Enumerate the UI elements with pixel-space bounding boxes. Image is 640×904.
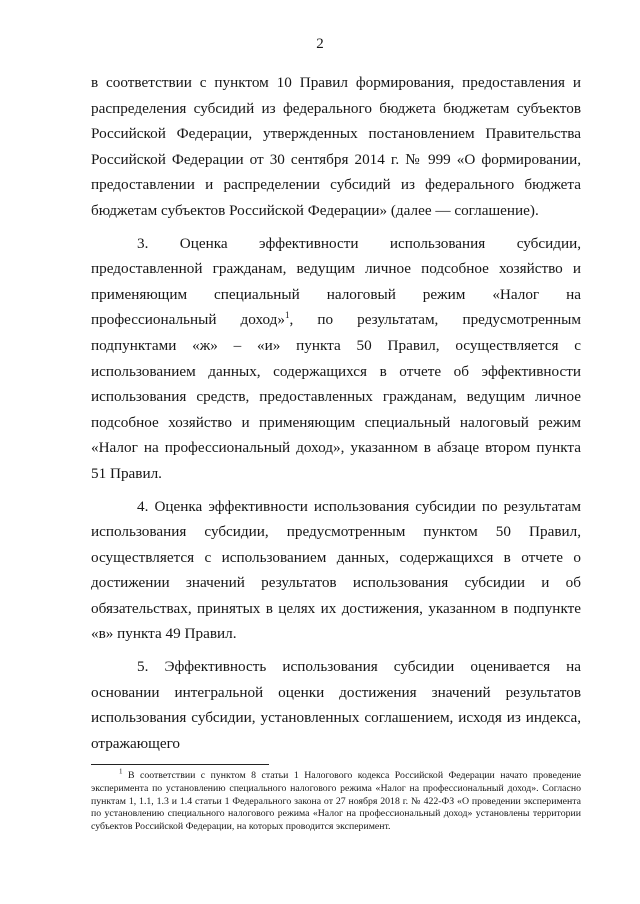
paragraph-3-text: 3. Оценка эффективности использования субсидии, предоставленной гражданам, ведущим личное подсобное хозяйство и применяющим специальный налоговый режим «Налог на профессиональный доход» <box>91 234 581 329</box>
paragraph-continuation: в соответствии с пунктом 10 Правил формирования, предоставления и распределения субсидий из федерального бюджета бюджетам субъектов Российской Федерации, утвержденных постановлением Правительства Российской Федерации от 30 сентября 2014 г. № 999 «О формировании, предоставлении и распределении субсидий из федерального бюджета бюджетам субъектов Российской Федерации» (далее — соглашение). <box>91 74 581 219</box>
page-number: 2 <box>316 36 324 52</box>
footnote-divider <box>91 764 269 765</box>
footnote-text: В соответствии с пунктом 8 статьи 1 Налогового кодекса Российской Федерации начато проведение эксперимента по установлению специального налогового режима «Налог на профессиональный доход». Согласно пунктам 1, 1.1, 1.3 и 1.4 статьи 1 Федерального закона от 27 ноября 2018 г. № 422-ФЗ «О проведении эксперимента по установлению специального налогового режима «Налог на профессиональный доход» установлены территории субъектов Российской Федерации, на которых проводится эксперимент. <box>91 770 581 833</box>
footnote <box>91 767 581 834</box>
paragraph-5: 5. Эффективность использования субсидии оценивается на основании интегральной оценки достижения значений результатов использования субсидии, установленных соглашением, исходя из индекса, отражающего <box>91 658 581 752</box>
footnote-marker: 1 <box>119 767 123 776</box>
paragraph-3-text-cont: по результатам, предусмотренным подпунктами «ж» – «и» пункта 50 Правил, осуществляется с использованием данных, содержащихся в отчете об эффективности использования средств, предоставленных гражданам, ведущим личное подсобное хозяйство и применяющим специальный налоговый режим «Налог на профессиональный доход», указанном в абзаце втором пункта 51 Правил. <box>91 311 581 482</box>
document-body <box>91 70 581 756</box>
paragraph-3: 3. Оценка эффективности использования субсидии, предоставленной гражданам, ведущим личное подсобное хозяйство и применяющим специальный налоговый режим «Налог на профессиональный доход»$^1$, по результатам, предусмотренным подпунктами «ж» – «и» пункта 50 Правил, осуществляется с использованием данных, содержащихся в отчете об эффективности использования средств, предоставленных гражданам, ведущим личное подсобное хозяйство и применяющим специальный налоговый режим «Налог на профессиональный доход», указанном в абзаце втором пункта 51 Правил. <box>91 234 581 482</box>
paragraph-4: 4. Оценка эффективности использования субсидии по результатам использования субсидии, предусмотренным пунктом 50 Правил, осуществляется с использованием данных, содержащихся в отчете о достижении значений результатов использования субсидии и об обязательствах, принятых в целях их достижения, указанном в подпункте «в» пункта 49 Правил. <box>91 497 581 643</box>
footnote-reference: 1 <box>284 310 290 321</box>
